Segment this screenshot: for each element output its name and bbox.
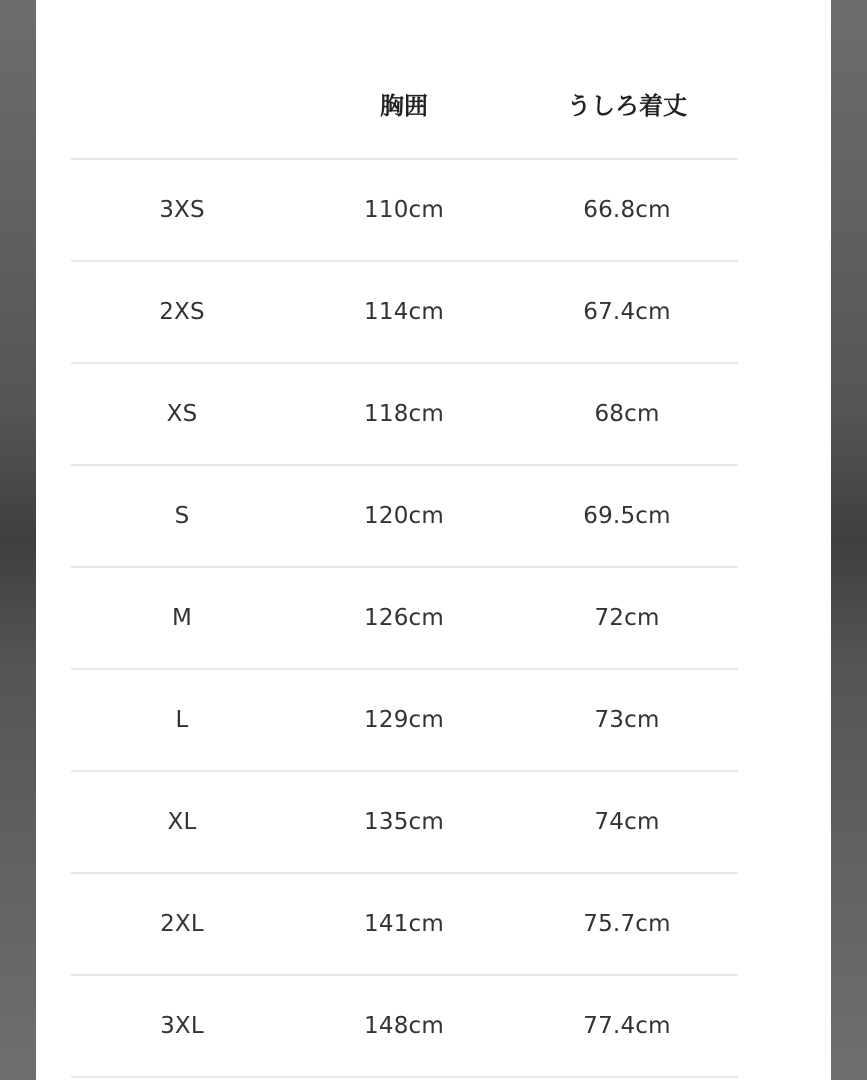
size-cell: 2XL [160,911,204,937]
back-length-cell: 74cm [594,809,660,835]
back-length-cell: 75.7cm [583,911,671,937]
size-cell: XL [167,809,197,835]
back-length-cell: 66.8cm [583,197,671,223]
table-row [71,874,738,976]
size-cell: 2XS [159,299,205,325]
chest-cell: 141cm [364,911,444,937]
table-row [71,568,738,670]
size-cell: S [174,503,190,529]
back-length-cell: 77.4cm [583,1013,671,1039]
back-length-cell: 73cm [594,707,660,733]
chest-cell: 114cm [364,299,444,325]
header-back-length: うしろ着丈 [567,92,687,120]
size-chart-panel [36,0,831,1080]
table-row [71,364,738,466]
back-length-cell: 72cm [594,605,660,631]
table-body [71,160,738,1078]
back-length-cell: 69.5cm [583,503,671,529]
header-chest: 胸囲 [380,92,428,120]
chest-cell: 129cm [364,707,444,733]
size-cell: XS [166,401,198,427]
back-length-cell: 67.4cm [583,299,671,325]
table-row [71,160,738,262]
table-row [71,772,738,874]
chest-cell: 120cm [364,503,444,529]
chest-cell: 126cm [364,605,444,631]
size-cell: 3XL [160,1013,204,1039]
chest-cell: 148cm [364,1013,444,1039]
table-row [71,670,738,772]
table-row [71,466,738,568]
size-cell: L [175,707,189,733]
size-cell: 3XS [159,197,205,223]
table-row [71,262,738,364]
chest-cell: 118cm [364,401,444,427]
size-cell: M [171,605,193,631]
chest-cell: 110cm [364,197,444,223]
table-row [71,976,738,1078]
table-header [71,0,738,160]
back-length-cell: 68cm [594,401,660,427]
chest-cell: 135cm [364,809,444,835]
size-table [71,0,738,1078]
